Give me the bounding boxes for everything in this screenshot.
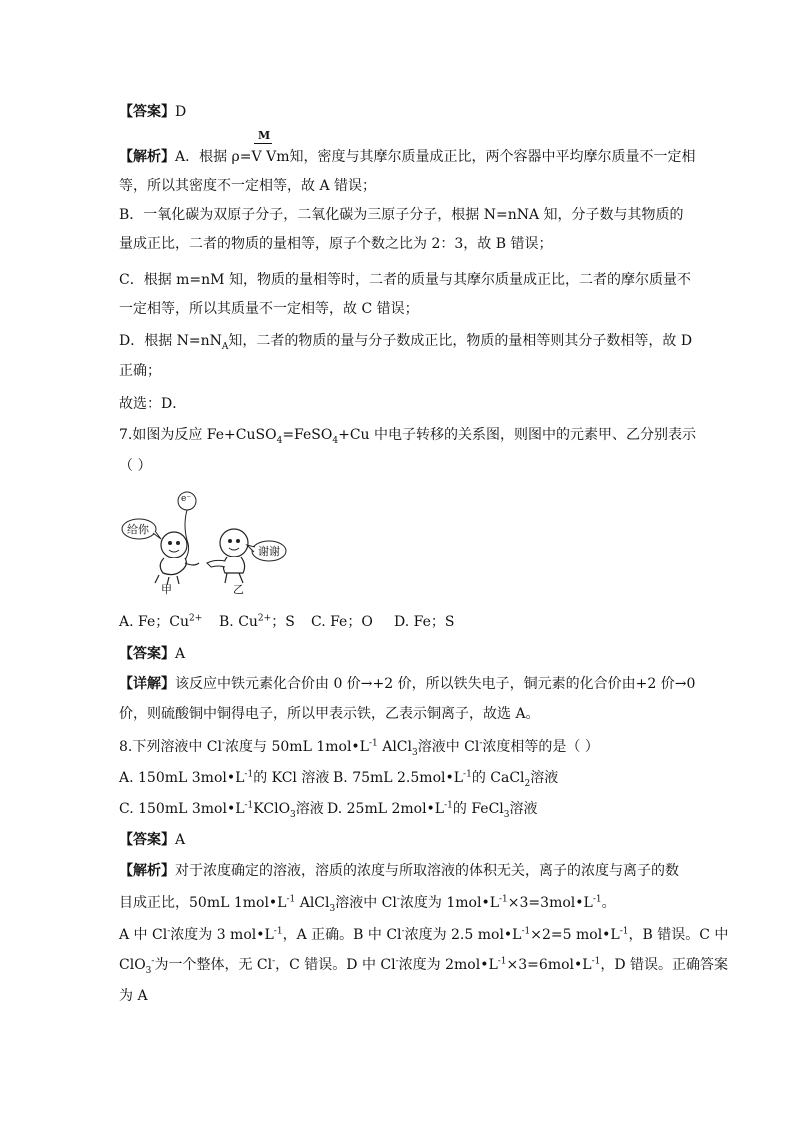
detail-label: 【详解】 [119,676,175,692]
superscript: -1 [244,769,254,780]
stem-text: 8.下列溶液中 Cl [119,739,222,755]
analysis-text: 浓度为 3 mol•L [170,927,274,943]
cartoon-illustration [119,485,319,600]
bubble-right-text: 谢谢 [258,545,280,558]
q8-analysis-line-1 [119,861,679,881]
option-text: B. 75mL 2.5mol•L [333,770,464,786]
stem-text: +Cu 中电子转移的关系图，则图中的元素甲、乙分别表示 [338,427,697,443]
fraction-numerator: M [258,129,271,142]
q8-option-d [327,799,538,819]
q6-analysis-line-2: 等，所以其密度不一定相等，故 A 错误； [119,178,377,194]
option-text: ；S [271,614,295,630]
q6-analysis-line-5: C．根据 m=nM 知，物质的量相等时，二者的质量与其摩尔质量成正比，二者的摩尔质量不 [119,272,691,288]
superscript: -1 [273,926,283,937]
stem-text: 浓度与 50mL 1mol•L [225,739,369,755]
answer-label: 【答案】 [119,646,175,662]
superscript: -1 [592,894,602,905]
subscript: 4 [332,435,339,446]
q6-analysis-line-7 [119,331,692,351]
superscript: 2+ [257,613,272,624]
analysis-text: A 中 Cl [119,927,168,943]
q8-analysis-line-3 [119,925,728,945]
q7-detail-line-1 [119,674,695,694]
superscript: -1 [463,769,472,780]
q7-option-c: C. Fe；O [311,614,373,630]
option-text: 溶液 [509,801,538,817]
q8-stem [119,737,599,757]
superscript: - [395,956,399,967]
superscript: - [222,738,226,749]
superscript: -1 [591,956,601,967]
superscript: - [167,926,171,937]
superscript: -1 [244,800,254,811]
q7-option-d: D. Fe；S [394,614,455,630]
option-text: 的 KCl 溶液 [253,770,330,786]
answer-label: 【答案】 [119,832,175,848]
analysis-text: ×3=3mol•L [507,895,593,911]
q6-analysis-line-4: 量成正比，二者的物质的量相等，原子个数之比为 2：3，故 B 错误； [119,236,553,252]
analysis-text: ，B 错误。C 中 [628,927,729,943]
fraction-bar [254,143,272,144]
superscript: -1 [521,926,531,937]
q7-stem [119,425,696,445]
q8-analysis-line-2 [119,893,616,913]
analysis-text: ，C 错误。D 中 Cl [275,957,396,973]
q7-option-a [119,612,202,632]
q6-analysis-line-3: B．一氧化碳为双原子分子，二氧化碳为三原子分子，根据 N=nNA 知，分子数与其物质的 [119,207,684,223]
answer-value: A [175,832,186,848]
analysis-label: 【解析】 [119,863,175,879]
q7-answer-line [119,644,185,664]
analysis-text: 知，二者的物质的量与分子数成正比，物质的量相等则其分子数相等，故 D [228,333,693,349]
analysis-text: ClO [119,957,146,973]
answer-value: A [175,646,186,662]
analysis-text: 浓度为 2mol•L [398,957,498,973]
electron-transfer-figure [119,485,319,600]
analysis-text: A．根据 ρ=V Vm [175,149,290,165]
q7-stem-bracket: （ ） [119,458,152,474]
subscript: 4 [276,435,283,446]
q7-detail-line-2: 价，则硫酸铜中铜得电子，所以甲表示铁，乙表示铜离子，故选 A。 [119,706,540,722]
analysis-text: 对于浓度确定的溶液，溶质的浓度与所取溶液的体积无关，离子的浓度与离子的数 [175,863,679,879]
option-text: B. Cu [219,614,258,630]
q8-option-a [119,768,329,788]
q8-analysis-line-4 [119,955,728,975]
subscript: 3 [503,809,510,820]
q6-analysis-line-8: 正确； [119,363,161,379]
superscript: -1 [499,894,508,905]
option-text: 的 CaCl [471,770,525,786]
q8-option-b [333,768,558,788]
superscript: - [396,894,400,905]
subscript: 2 [524,778,531,789]
q8-option-c [119,799,324,819]
q8-analysis-line-5: 为 A [119,988,148,1004]
option-text: KClO [253,801,291,817]
analysis-text: ×3=6mol•L [506,957,592,973]
superscript: -1 [619,926,629,937]
analysis-label: 【解析】 [119,149,175,165]
superscript: - [151,956,155,967]
superscript: - [479,738,483,749]
superscript: - [401,926,405,937]
analysis-text: 目成正比，50mL 1mol•L [119,895,287,911]
superscript: 2+ [188,613,203,624]
analysis-text: 。 [601,895,616,911]
stem-text: 溶液中 Cl [417,739,480,755]
subscript: 3 [329,903,336,914]
stem-text: =FeSO [282,427,333,443]
q6-analysis-line-6: 一定相等，所以其质量不一定相等，故 C 错误； [119,301,419,317]
answer-value: D [175,104,187,120]
q6-analysis-line-1 [119,147,695,167]
label-yi: 乙 [233,583,244,596]
q7-option-b [219,612,295,632]
superscript: -1 [444,800,453,811]
stem-text: 7.如图为反应 Fe+CuSO [119,427,277,443]
superscript: - [272,956,276,967]
stem-text: AlCl [377,739,412,755]
analysis-text: ，D 错误。正确答案 [600,957,729,973]
analysis-text: 浓度为 2.5 mol•L [404,927,522,943]
analysis-text: 浓度为 1mol•L [399,895,500,911]
option-text: 溶液 [295,801,324,817]
subscript: 3 [290,809,296,820]
analysis-text: ，A 正确。B 中 Cl [282,927,402,943]
option-text: A. 150mL 3mol•L [119,770,245,786]
bubble-left-text: 给你 [127,523,149,536]
subscript: 3 [412,747,418,758]
q6-answer-line [119,102,186,122]
stem-text: 浓度相等的是（ ） [482,739,599,755]
option-text: 的 FeCl [452,801,504,817]
analysis-text: 知，密度与其摩尔质量成正比，两个容器中平均摩尔质量不一定相 [289,149,696,165]
superscript: -1 [497,956,507,967]
analysis-text: 为一个整体，无 Cl [154,957,273,973]
option-text: C. 150mL 3mol•L [119,801,245,817]
option-text: A. Fe；Cu [119,614,189,630]
analysis-text: AlCl [295,895,330,911]
analysis-text: ×2=5 mol•L [530,927,620,943]
detail-text: 该反应中铁元素化合价由 0 价→+2 价，所以铁失电子，铜元素的化合价由+2 价→0 [175,676,696,692]
superscript: -1 [286,894,296,905]
superscript: -1 [368,738,378,749]
subscript: A [221,341,229,352]
analysis-text: 溶液中 Cl [335,895,397,911]
analysis-text: D．根据 N=nN [119,333,222,349]
label-jia: 甲 [161,583,172,596]
q8-answer-line [119,830,185,850]
answer-label: 【答案】 [119,104,175,120]
electron-label: e⁻ [181,494,192,504]
q6-analysis-line-9: 故选：D． [119,396,187,412]
option-text: D. 25mL 2mol•L [327,801,445,817]
subscript: 3 [145,965,152,976]
option-text: 溶液 [530,770,559,786]
